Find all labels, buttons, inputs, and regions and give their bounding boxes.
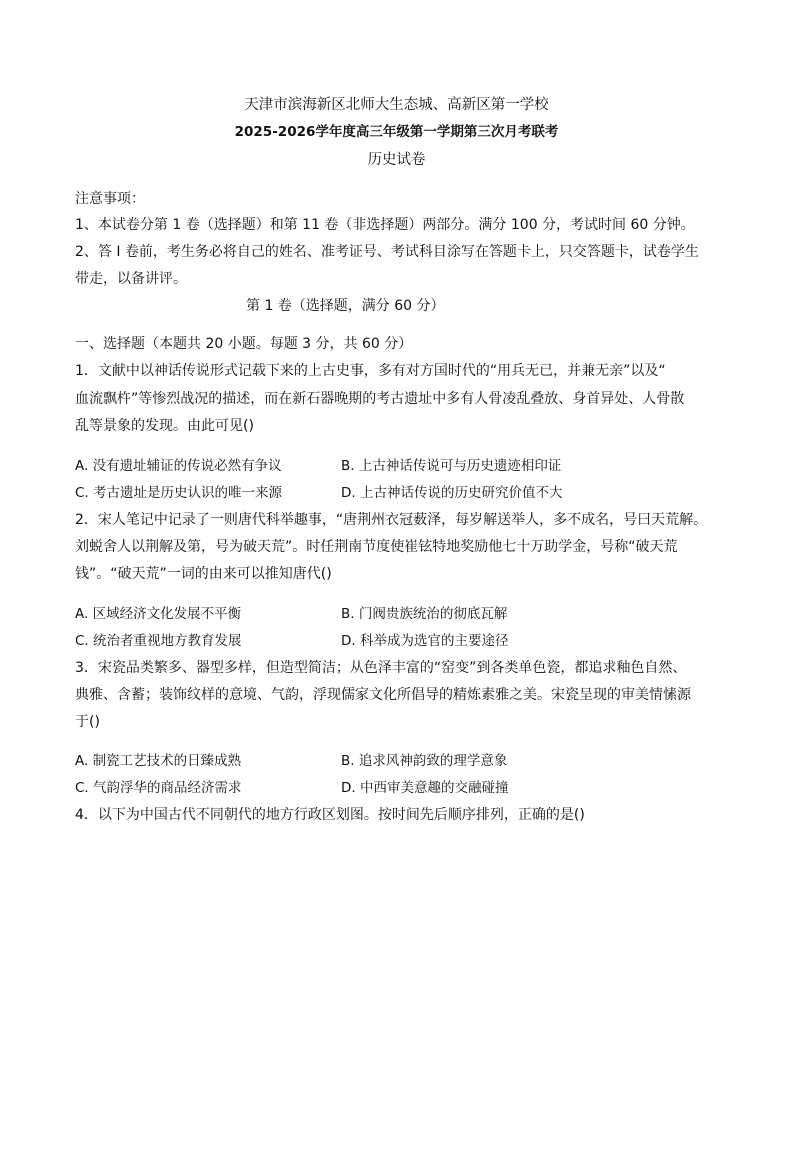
question-2-option-a: A. 区域经济文化发展不平衡 [75,606,242,622]
notice-title: 注意事项： [75,191,145,207]
section-heading: 第 1 卷（选择题，满分 60 分） [246,298,445,314]
question-1-option-d: D. 上古神话传说的历史研究价值不大 [341,485,563,501]
school-title: 天津市滨海新区北师大生态城、高新区第一学校 [244,97,549,113]
question-1-line-2: 血流飘杵”等惨烈战况的描述，而在新石器晚期的考古遗址中多有人骨凌乱叠放、身首异处、人骨散 [75,391,685,407]
question-3-option-a: A. 制瓷工艺技术的日臻成熟 [75,753,242,769]
question-1-option-a: A. 没有遗址辅证的传说必然有争议 [75,458,282,474]
notice-item-2-line-2: 带走，以备讲评。 [75,271,187,287]
question-3-line-2: 典雅、含蓄；装饰纹样的意境、气韵，浮现儒家文化所倡导的精炼素雅之美。宋瓷呈现的审美情愫源 [75,687,691,703]
notice-item-1: 1、本试卷分第 1 卷（选择题）和第 11 卷（非选择题）两部分。满分 100 分，考试时间 60 分钟。 [75,217,695,233]
question-2-line-3: 钱”。“破天荒”一词的由来可以推知唐代() [75,566,332,582]
question-3-option-c: C. 气韵浮华的商品经济需求 [75,780,242,796]
question-2-option-d: D. 科举成为选官的主要途径 [341,633,509,649]
question-3-line-3: 于() [75,714,100,730]
question-3-line-1: 3．宋瓷品类繁多、器型多样，但造型简洁；从色泽丰富的“窑变”到各类单色瓷，都追求釉色自然、 [75,660,687,676]
notice-item-2-line-1: 2、答 I 卷前，考生务必将自己的姓名、准考证号、考试科目涂写在答题卡上，只交答题卡，试卷学生 [75,244,699,260]
question-1-option-c: C. 考古遗址是历史认识的唯一来源 [75,485,283,501]
question-2-line-2: 刘蜕舍人以荆解及第，号为破天荒”。时任荆南节度使崔铉特地奖励他七十万助学金，号称“破天荒 [75,539,678,555]
question-2-line-1: 2．宋人笔记中记录了一则唐代科举趣事，“唐荆州衣冠薮泽，每岁解送举人，多不成名，号曰天荒解。 [75,512,708,528]
question-1-line-3: 乱等景象的发现。由此可见() [75,418,254,434]
question-1-option-b: B. 上古神话传说可与历史遗迹相印证 [341,458,562,474]
question-4-line-1: 4．以下为中国古代不同朝代的地方行政区划图。按时间先后顺序排列，正确的是() [75,807,585,823]
question-1-line-1: 1．文献中以神话传说形式记载下来的上古史事，多有对方国时代的“用兵无已，并兼无亲”以及“ [75,363,666,379]
subject-title: 历史试卷 [367,152,426,168]
exam-title: 2025-2026学年度高三年级第一学期第三次月考联考 [234,124,559,140]
question-3-option-b: B. 追求风神韵致的理学意象 [341,753,508,769]
question-2-option-b: B. 门阀贵族统治的彻底瓦解 [341,606,508,622]
question-2-option-c: C. 统治者重视地方教育发展 [75,633,242,649]
section-part: 一、选择题（本题共 20 小题。每题 3 分，共 60 分） [75,336,413,352]
question-3-option-d: D. 中西审美意趣的交融碰撞 [341,780,509,796]
